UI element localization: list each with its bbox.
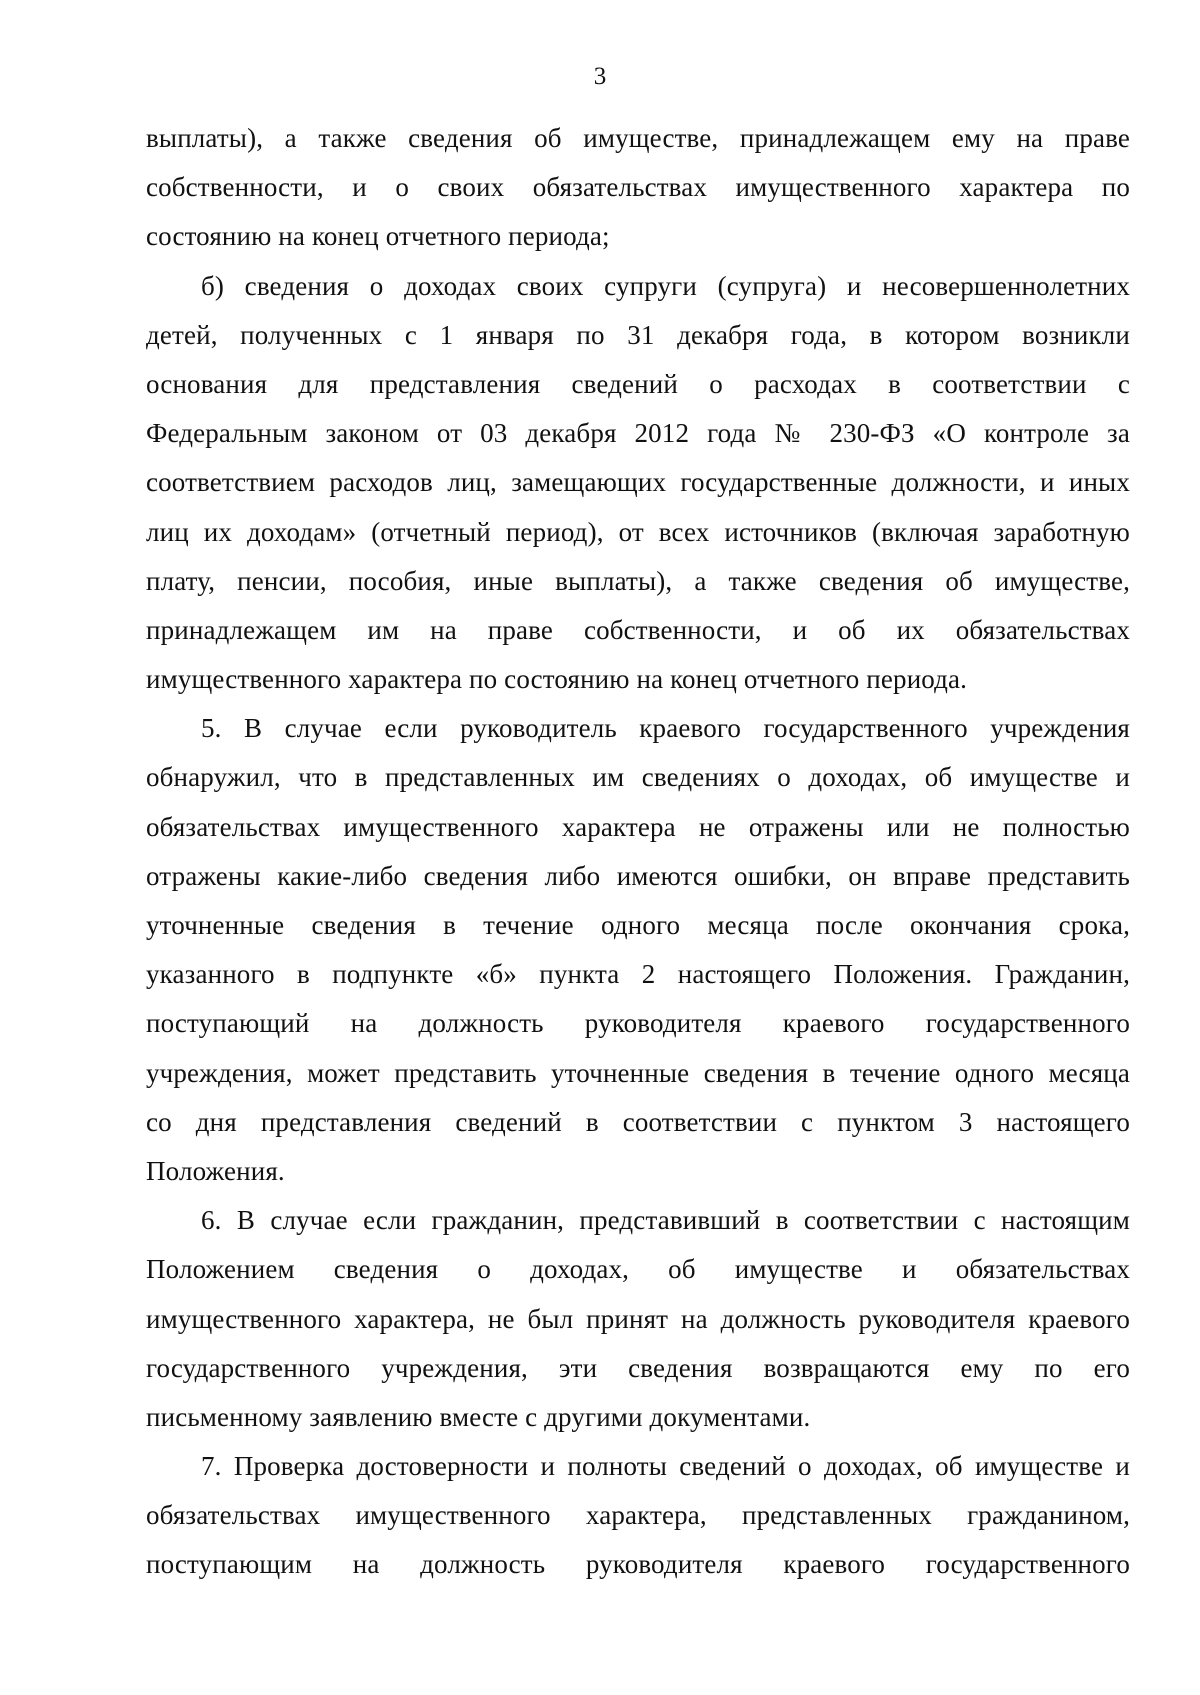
text-line: принадлежащем им на праве собственности, и об их обязательствах bbox=[146, 614, 1130, 645]
text-line: имущественного характера по состоянию на конец отчетного периода. bbox=[146, 664, 968, 695]
text-line: учреждения, может представить уточненные сведения в течение одного месяца bbox=[146, 1057, 1130, 1088]
text-line: 6. В случае если гражданин, представивший в соответствии с настоящим bbox=[201, 1205, 1130, 1236]
text-line: Федеральным законом от 03 декабря 2012 года № 230-ФЗ «О контроле за bbox=[146, 418, 1130, 449]
text-line: отражены какие-либо сведения либо имеются ошибки, он вправе представить bbox=[146, 860, 1130, 891]
text-line: б) сведения о доходах своих супруги (супруга) и несовершеннолетних bbox=[201, 270, 1130, 301]
text-line: собственности, и о своих обязательствах имущественного характера по bbox=[146, 172, 1130, 203]
text-line: обнаружил, что в представленных им сведениях о доходах, об имуществе и bbox=[146, 762, 1130, 793]
text-line: указанного в подпункте «б» пункта 2 настоящего Положения. Гражданин, bbox=[146, 959, 1130, 990]
text-line: состоянию на конец отчетного периода; bbox=[146, 221, 610, 252]
text-line: выплаты), а также сведения об имуществе, принадлежащем ему на праве bbox=[146, 123, 1130, 153]
text-line: государственного учреждения, эти сведения возвращаются ему по его bbox=[146, 1352, 1130, 1383]
text-line: Положением сведения о доходах, об имуществе и обязательствах bbox=[146, 1254, 1130, 1285]
text-line: письменному заявлению вместе с другими документами. bbox=[146, 1401, 811, 1432]
text-line: поступающим на должность руководителя краевого государственного bbox=[146, 1549, 1130, 1580]
text-line: имущественного характера, не был принят на должность руководителя краевого bbox=[146, 1303, 1130, 1334]
text-line: детей, полученных с 1 января по 31 декабря года, в котором возникли bbox=[146, 319, 1130, 350]
text-line: обязательствах имущественного характера, представленных гражданином, bbox=[146, 1500, 1130, 1531]
text-line: основания для представления сведений о расходах в соответствии с bbox=[146, 368, 1130, 399]
text-line: со дня представления сведений в соответствии с пунктом 3 настоящего bbox=[146, 1106, 1130, 1137]
text-line: соответствием расходов лиц, замещающих государственные должности, и иных bbox=[146, 467, 1130, 498]
text-line: Положения. bbox=[146, 1155, 285, 1186]
text-line: поступающий на должность руководителя краевого государственного bbox=[146, 1008, 1130, 1039]
document-body bbox=[146, 114, 1130, 1590]
page-number: 3 bbox=[593, 63, 607, 90]
text-line: обязательствах имущественного характера не отражены или не полностью bbox=[146, 811, 1130, 842]
text-line: 7. Проверка достоверности и полноты сведений о доходах, об имуществе и bbox=[201, 1451, 1130, 1482]
text-line: уточненные сведения в течение одного месяца после окончания срока, bbox=[146, 910, 1130, 940]
text-line: 5. В случае если руководитель краевого государственного учреждения bbox=[201, 713, 1130, 744]
text-line: плату, пенсии, пособия, иные выплаты), а также сведения об имуществе, bbox=[146, 565, 1130, 596]
text-line: лиц их доходам» (отчетный период), от всех источников (включая заработную bbox=[146, 516, 1130, 547]
